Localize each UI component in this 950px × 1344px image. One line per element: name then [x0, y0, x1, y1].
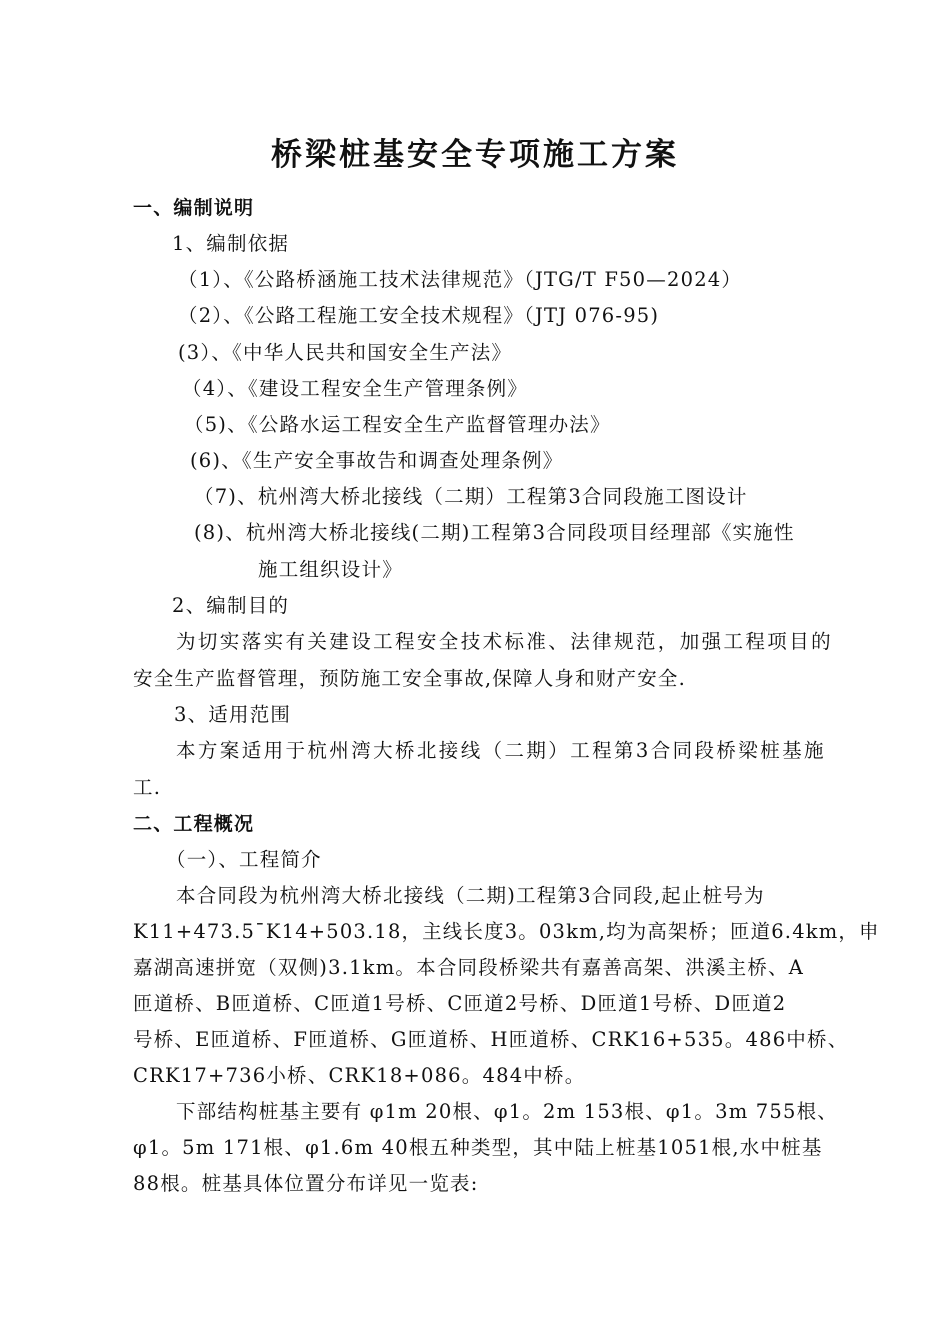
pile-paragraph-line-3: 88根。桩基具体位置分布详见一览表:	[133, 1172, 479, 1195]
purpose-line-2: 安全生产监督管理，预防施工安全事故,保障人身和财产安全.	[133, 667, 686, 690]
section-heading-compilation: 一、编制说明	[133, 197, 255, 219]
basis-item-5: （5)、《公路水运工程安全生产监督管理办法》	[184, 413, 611, 436]
basis-item-8: (8)、杭州湾大桥北接线(二期)工程第3合同段项目经理部《实施性	[194, 521, 795, 544]
intro-paragraph-line-3: 嘉湖高速拼宽（双侧)3.1km。本合同段桥梁共有嘉善高架、洪溪主桥、A	[133, 956, 805, 979]
basis-item-8-continuation: 施工组织设计》	[258, 558, 403, 581]
intro-paragraph-line-6: CRK17+736小桥、CRK18+086。484中桥。	[133, 1064, 586, 1087]
pile-paragraph-line-2: φ1。5m 171根、φ1.6m 40根五种类型，其中陆上桩基1051根,水中桩基	[133, 1136, 823, 1159]
subheading-basis: 1、编制依据	[172, 232, 290, 255]
subheading-purpose: 2、编制目的	[172, 594, 290, 617]
section-heading-overview: 二、工程概况	[133, 813, 255, 835]
intro-paragraph-line-1: 本合同段为杭州湾大桥北接线（二期)工程第3合同段,起止桩号为	[176, 884, 765, 907]
intro-paragraph-line-4: 匝道桥、B匝道桥、C匝道1号桥、C匝道2号桥、D匝道1号桥、D匝道2	[133, 992, 787, 1015]
basis-item-7: （7)、杭州湾大桥北接线（二期）工程第3合同段施工图设计	[194, 485, 748, 508]
pile-paragraph-line-1: 下部结构桩基主要有 φ1m 20根、φ1。2m 153根、φ1。3m 755根、	[176, 1100, 839, 1123]
subheading-intro: （一）、工程简介	[166, 848, 322, 871]
document-title: 桥梁桩基安全专项施工方案	[271, 137, 679, 173]
basis-item-6: (6)、《生产安全事故告和调查处理条例》	[190, 449, 564, 472]
basis-item-3: (3）、《中华人民共和国安全生产法》	[178, 341, 513, 364]
scope-line-1: 本方案适用于杭州湾大桥北接线（二期）工程第3合同段桥梁桩基施	[176, 739, 826, 762]
basis-item-4: （4）、《建设工程安全生产管理条例》	[182, 377, 529, 400]
basis-item-1: （1）、《公路桥涵施工技术法律规范》（JTG/T F50—2024）	[178, 268, 743, 291]
intro-paragraph-line-2: K11+473.5¯K14+503.18，主线长度3。03km,均为高架桥；匝道6.4km，申	[133, 920, 880, 943]
intro-paragraph-line-5: 号桥、E匝道桥、F匝道桥、G匝道桥、H匝道桥、CRK16+535。486中桥、	[133, 1028, 849, 1051]
subheading-scope: 3、适用范围	[174, 703, 292, 726]
basis-item-2: （2）、《公路工程施工安全技术规程》（JTJ 076-95)	[178, 304, 660, 327]
purpose-line-1: 为切实落实有关建设工程安全技术标准、法律规范，加强工程项目的	[176, 630, 834, 653]
scope-line-2: 工.	[133, 776, 162, 799]
